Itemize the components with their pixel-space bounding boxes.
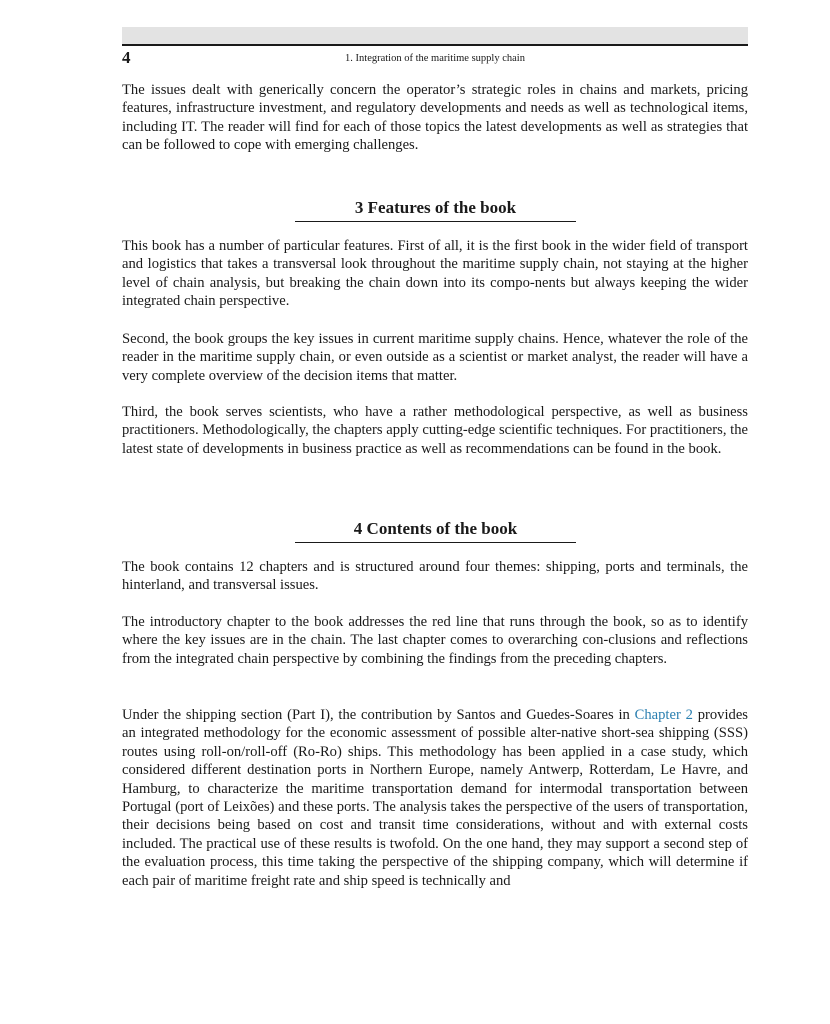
paragraph-features-1: This book has a number of particular features. First of all, it is the first book in the wider field of transport and logistics that takes a transversal look throughout the maritime supply chain, not staying at the higher level of chain analysis, but breaking the chain down into its compo-nents but always keeping the wider integrated chain perspective. — [122, 238, 748, 310]
paragraph-features-2: Second, the book groups the key issues in current maritime supply chains. Hence, whatever the role of the reader in the maritime supply chain, or even outside as a scientist or market analyst, the reader will have a very complete overview of the decision items that matter. — [122, 331, 748, 384]
page-number: 4 — [122, 48, 131, 67]
header-band — [122, 27, 748, 44]
chapter-2-link[interactable]: Chapter 2 — [634, 707, 693, 723]
paragraph-intro: The issues dealt with generically concern the operator’s strategic roles in chains and markets, pricing features, infrastructure investment, and regulatory developments and needs as well as technological items, including IT. The reader will find for each of those topics the latest developments as well as strategies that can be followed to cope with emerging challenges. — [122, 82, 748, 154]
paragraph-contents-1: The book contains 12 chapters and is structured around four themes: shipping, ports and terminals, the hinterland, and transversal issues. — [122, 559, 748, 594]
paragraph-contents-3-lead: Under the shipping section (Part I), the contribution by Santos and Guedes-Soares in — [122, 707, 635, 723]
paragraph-features-3: Third, the book serves scientists, who have a rather methodological perspective, as well as business practitioners. Methodologically, the chapters apply cutting-edge scientific techniques. For practitioners, the latest state of developments in business practice as well as recommendations can be found in the book. — [122, 404, 748, 457]
paragraph-contents-3 — [122, 706, 748, 890]
section-heading-features: 3 Features of the book — [295, 197, 576, 222]
section-heading-contents: 4 Contents of the book — [295, 518, 576, 543]
paragraph-contents-2: The introductory chapter to the book addresses the red line that runs through the book, so as to identify where the key issues are in the chain. The last chapter comes to overarching con-clusions and reflections from the integrated chain perspective by combining the findings from the preceding chapters. — [122, 614, 748, 667]
paragraph-contents-3-body: provides an integrated methodology for the economic assessment of possible alter-native short-sea shipping (SSS) routes using roll-on/roll-off (Ro-Ro) ships. This methodology has been applied in a case study, which considered different destination ports in Northern Europe, namely Antwerp, Rotterdam, Le Havre, and Hamburg, to characterize the maritime transportation demand for intermodal transportation between Portugal (port of Leixões) and these ports. The analysis takes the perspective of the users of transportation, their decisions being based on cost and transit time considerations, without and with external costs included. The practical use of these results is twofold. On the one hand, they may support a second step of the evaluation process, this time taking the perspective of the shipping company, which will determine if each pair of maritime freight rate and ship speed is technically and — [122, 707, 748, 889]
header-rule — [122, 44, 748, 46]
running-head: 1. Integration of the maritime supply chain — [345, 53, 525, 64]
